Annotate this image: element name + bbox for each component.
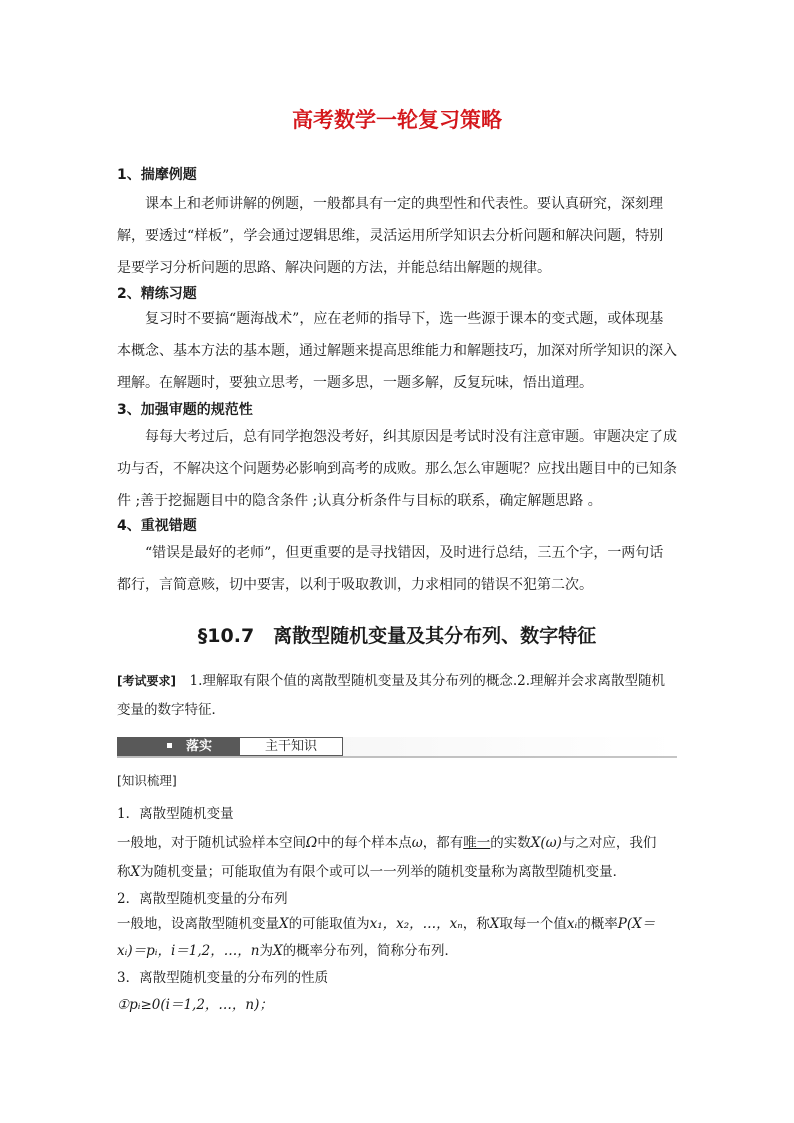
text-run: 为 — [259, 943, 273, 959]
k1-line-2 — [117, 860, 687, 880]
section-4-body: “错误是最好的老师”，但更重要的是寻找错因，及时进行总结，三五个字，一两句话都行，言简意赅，切中要害，以利于吸取教训，力求相同的错误不犯第二次。 — [117, 545, 664, 593]
page-title: 高考数学一轮复习策略 — [292, 108, 502, 132]
text-run: 为随机变量；可能取值为有限个或可以一一列举的随机变量称为离散型随机变量． — [140, 864, 627, 880]
section-3-heading: 3、加强审题的规范性 — [117, 402, 253, 418]
text-run: 的概率 — [577, 916, 618, 932]
text-run: 的实数 — [490, 835, 531, 851]
knowledge-tag: [知识梳理] — [117, 773, 177, 788]
text-run: 一般地，对于随机试验样本空间 — [117, 835, 306, 851]
section-3-body: 每每大考过后，总有同学抱怨没考好，纠其原因是考试时没有注意审题。审题决定了成功与否，不解决这个问题势必影响到高考的成败。那么怎么审题呢？应找出题目中的已知条件 ;善于挖掘题目中的隐含条件 ;认真分析条件与目标的联系，确定解题思路 。 — [117, 429, 677, 509]
math-var: X — [489, 916, 500, 932]
section-banner — [117, 737, 677, 758]
text-run: 的可能取值为 — [288, 916, 370, 932]
section-2-body: 复习时不要搞“题海战术”，应在老师的指导下，选一些源于课本的变式题，或体现基本概念、基本方法的基本题，通过解题来提高思维能力和解题技巧，加深对所学知识的深入理解。在解题时，要独立思考，一题多思，一题多解，反复玩味，悟出道理。 — [117, 311, 677, 391]
text-run: 中的每个样本点 — [317, 835, 412, 851]
text-run: 称 — [117, 864, 131, 880]
section-4-heading: 4、重视错题 — [117, 518, 197, 534]
banner-underline — [117, 756, 677, 758]
section-2-heading: 2、精练习题 — [117, 286, 197, 302]
math-var: xᵢ)＝pᵢ，i＝1,2，…，n — [117, 943, 260, 959]
underlined-term: 唯一 — [463, 835, 491, 851]
math-var: ①pᵢ≥0(i＝1,2，…，n)； — [117, 997, 273, 1013]
section-1-body: 课本上和老师讲解的例题，一般都具有一定的典型性和代表性。要认真研究，深刻理解，要透过“样板”，学会通过逻辑思维，灵活运用所学知识去分析问题和解决问题，特别是要学习分析问题的思路、解决问题的方法，并能总结出解题的规律。 — [117, 196, 664, 276]
k3-title: 3．离散型随机变量的分布列的性质 — [117, 970, 329, 986]
square-bullet-icon — [167, 743, 172, 748]
requirement-text: 1.理解取有限个值的离散型随机变量及其分布列的概念.2.理解并会求离散型随机变量的数字特征． — [117, 673, 666, 718]
k2-title: 2．离散型随机变量的分布列 — [117, 891, 288, 907]
k1-title: 1．离散型随机变量 — [117, 806, 234, 822]
math-var: X — [279, 916, 289, 932]
banner-dark-label: 落实 — [186, 739, 213, 754]
banner-dark-block — [117, 737, 239, 756]
math-var: xᵢ — [566, 916, 578, 932]
requirement-label: [考试要求] — [117, 674, 176, 688]
text-run: 的概率分布列，简称分布列． — [282, 943, 459, 959]
lesson-title: §10.7 离散型随机变量及其分布列、数字特征 — [197, 625, 597, 647]
text-run: 一般地，设离散型随机变量 — [117, 916, 279, 932]
k1-line-1 — [117, 831, 687, 851]
text-run: ，都有 — [422, 835, 464, 851]
exam-requirements — [117, 667, 677, 725]
text-run: ，称 — [462, 916, 490, 932]
math-var: X — [272, 943, 283, 959]
math-var: Ω — [306, 835, 318, 851]
math-var: P(X＝ — [617, 916, 656, 932]
k3-line-1 — [117, 993, 687, 1013]
math-var: x₁，x₂，…，xₙ — [369, 916, 463, 932]
math-var: X — [130, 864, 141, 880]
section-1-heading: 1、揣摩例题 — [117, 167, 197, 183]
k2-line-1 — [117, 912, 687, 932]
math-var: X(ω) — [530, 835, 562, 851]
math-var: ω — [411, 835, 423, 851]
text-run: 与之对应，我们 — [561, 835, 657, 851]
text-run: 取每一个值 — [499, 916, 567, 932]
banner-light-label: 主干知识 — [239, 737, 343, 756]
k2-line-2 — [117, 939, 687, 959]
